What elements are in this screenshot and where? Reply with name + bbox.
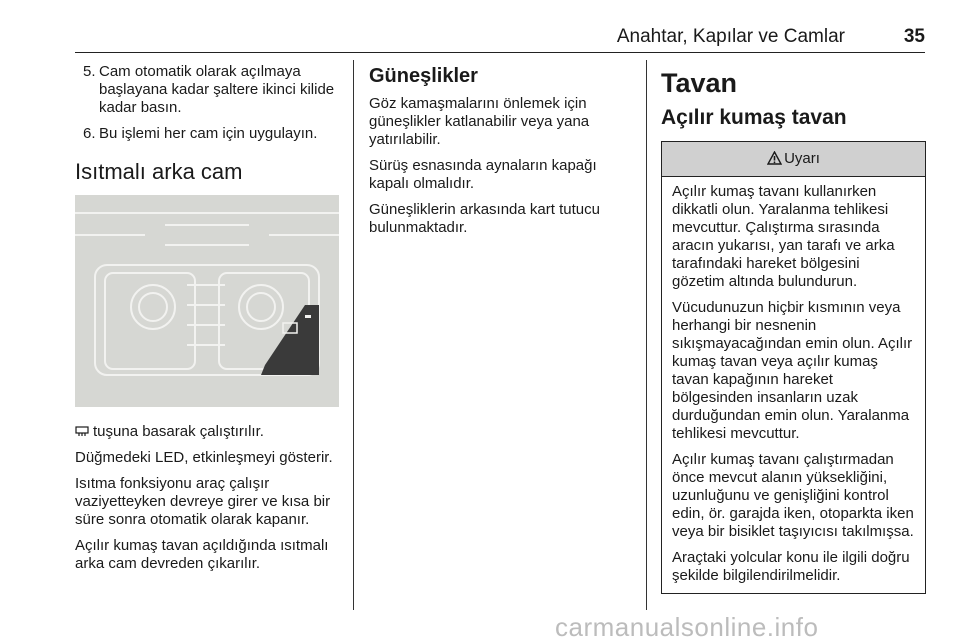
column-divider [646,60,647,610]
section-heading-folding-roof: Açılır kumaş tavan [661,106,847,129]
step-text: Bu işlemi her cam için uygulayın. [99,125,318,142]
warning-body [662,177,925,585]
chapter-heading-roof: Tavan [661,68,738,98]
paragraph: Güneşliklerin arkasında kart tutucu bulunmaktadır. [369,201,600,236]
paragraph: Açılır kumaş tavanı çalıştırmadan önce mevcut alanın yüksekliğini, uzunluğunu ve genişliğini kontrol edin, ör. garajda iken, otoparkta iken veya bir bisiklet taşıyıcısı takılmışsa. [672,451,914,540]
paragraph: Açılır kumaş tavan açıldığında ısıtmalı arka cam devreden çıkarılır. [75,537,329,572]
list-item [75,125,343,143]
step-text: Cam otomatik olarak açılmaya başlayana kadar şaltere ikinci kilide kadar basın. [99,63,335,116]
step-number: 5. [83,63,96,80]
climate-panel-illustration [75,195,339,407]
paragraph: Vücudunuzun hiçbir kısmının veya herhangi bir nesnenin sıkışmayacağından emin olun. Açılır kumaş tavan veya açılır kumaş tavan kapağının hareket bölgesinden insanların uzak durduğundan emin olun. Yaralanma tehlikesi mevcuttur. [672,299,913,442]
header-title: Anahtar, Kapılar ve Camlar [616,26,845,47]
column-middle [369,63,631,245]
paragraph: Göz kamaşmalarını önlemek için güneşlikler katlanabilir veya yana yatırılabilir. [369,95,590,148]
paragraph: Araçtaki yolcular konu ile ilgili doğru şekilde bilgilendirilmelidir. [672,549,910,584]
paragraph: Düğmedeki LED, etkinleşmeyi gösterir. [75,449,333,466]
warning-triangle-icon [767,151,782,165]
section-heading-sun-visors: Güneşlikler [369,65,478,87]
section-heading-rear-window: Isıtmalı arka cam [75,159,243,184]
warning-header [662,142,925,177]
climate-control-panel-image [75,195,339,407]
list-item [75,63,343,117]
paragraph-text: tuşuna basarak çalıştırılır. [93,423,264,440]
page-number: 35 [903,26,925,47]
column-left [75,63,343,581]
rear-window-heater-icon [75,426,89,437]
paragraph: Isıtma fonksiyonu araç çalışır vaziyetteyken devreye girer ve kısa bir süre sonra otomatik olarak kapanır. [75,475,331,528]
paragraph: Açılır kumaş tavanı kullanırken dikkatli olun. Yaralanma tehlikesi mevcuttur. Çalıştırma sırasında aracın yukarısı, yan tarafı ve arka tarafındaki hareket bölgesini gözetim altında bulundurun. [672,183,895,290]
page-header [75,24,925,53]
step-number: 6. [83,125,96,142]
column-right [661,63,926,594]
paragraph: Sürüş esnasında aynaların kapağı kapalı olmalıdır. [369,157,597,192]
paragraph [75,423,343,441]
warning-label: Uyarı [784,150,820,167]
column-divider [353,60,354,610]
warning-box [661,141,926,594]
watermark: carmanualsonline.info [555,612,819,642]
